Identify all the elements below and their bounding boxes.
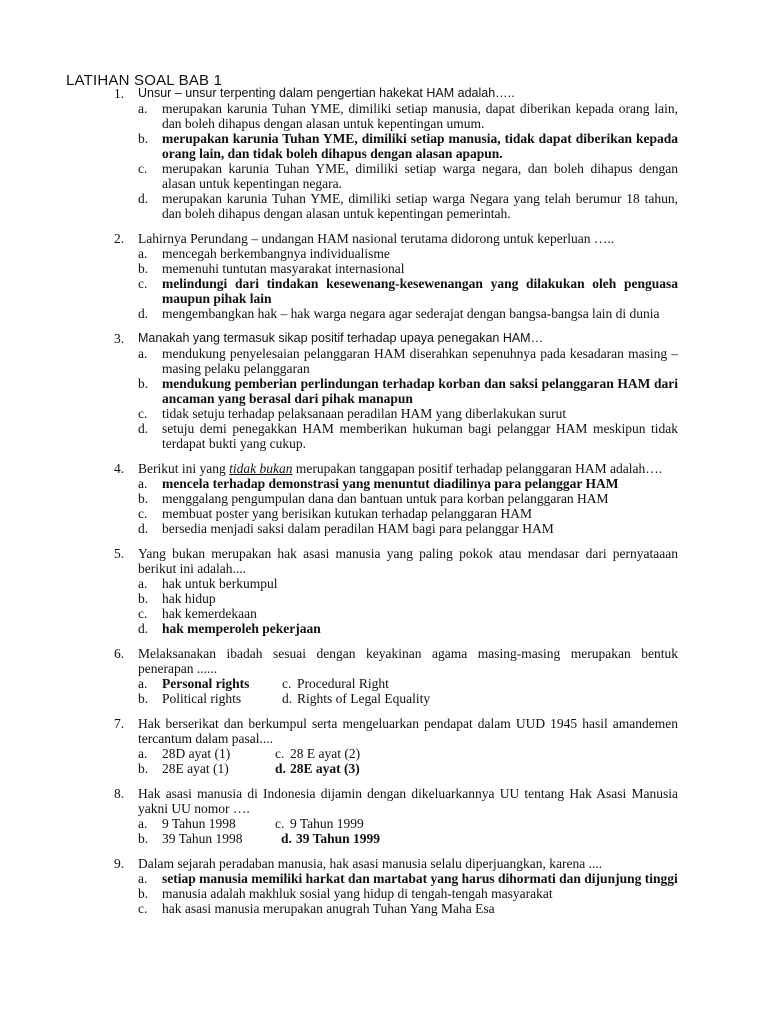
question-text: Hak berserikat dan berkumpul serta mengeluarkan pendapat dalam UUD 1945 hasil amandemen tercantum dalam pasal.... <box>138 716 678 746</box>
option-text: manusia adalah makhluk sosial yang hidup di tengah-tengah masyarakat <box>162 886 553 901</box>
option-row <box>0 761 768 776</box>
answer-option <box>0 506 768 521</box>
option-letter: a. <box>138 816 148 831</box>
answer-option <box>0 521 768 536</box>
answer-option <box>0 101 768 131</box>
question-item <box>0 786 768 846</box>
option-text: merupakan karunia Tuhan YME, dimiliki setiap warga Negara yang telah berumur 18 tahun, dan boleh dihapus dengan alasan untuk kepentingan pemerintah. <box>162 191 678 221</box>
option-letter: c. <box>138 406 148 421</box>
question-text: Hak asasi manusia di Indonesia dijamin dengan dikeluarkannya UU tentang Hak Asasi Manusia yakni UU nomor …. <box>138 786 678 816</box>
option-text: 9 Tahun 1999 <box>290 816 364 831</box>
option-text: hak asasi manusia merupakan anugrah Tuhan Yang Maha Esa <box>162 901 495 916</box>
question-number: 2. <box>114 231 125 246</box>
option-letter: c. <box>138 506 148 521</box>
option-text: Procedural Right <box>297 676 389 691</box>
option-list <box>0 246 768 321</box>
answer-option <box>0 131 768 161</box>
option-letter: d. <box>138 521 149 536</box>
question-number: 8. <box>114 786 125 801</box>
answer-option <box>0 606 768 621</box>
option-letter: c. <box>275 746 285 761</box>
option-text: 9 Tahun 1998 <box>162 816 236 831</box>
option-letter: c. <box>138 606 148 621</box>
answer-option <box>0 346 768 376</box>
option-letter: a. <box>138 676 148 691</box>
option-letter: a. <box>138 871 148 886</box>
option-letter: d. <box>282 691 293 706</box>
question-item <box>0 86 768 221</box>
answer-option <box>0 591 768 606</box>
option-letter: d. <box>138 621 149 636</box>
answer-option <box>0 421 768 451</box>
option-text: tidak setuju terhadap pelaksanaan peradilan HAM yang diberlakukan surut <box>162 406 567 421</box>
question-item <box>0 716 768 776</box>
option-letter: b. <box>138 491 149 506</box>
option-letter: d. <box>138 306 149 321</box>
option-letter: a. <box>138 101 148 116</box>
option-text: hak memperoleh pekerjaan <box>162 621 321 636</box>
option-letter: c. <box>275 816 285 831</box>
option-text: mengembangkan hak – hak warga negara agar sederajat dengan bangsa-bangsa lain di dunia <box>162 306 660 321</box>
option-row <box>0 676 768 691</box>
option-letter: c. <box>138 276 148 291</box>
answer-option <box>0 886 768 901</box>
option-text: merupakan karunia Tuhan YME, dimiliki setiap warga negara, dan boleh dihapus dengan alasan untuk kepentingan negara. <box>162 161 678 191</box>
question-text: Melaksanakan ibadah sesuai dengan keyakinan agama masing-masing merupakan bentuk penerapan ...... <box>138 646 678 676</box>
option-letter: c. <box>138 901 148 916</box>
question-item <box>0 856 768 916</box>
question-text: Yang bukan merupakan hak asasi manusia yang paling pokok atau mendasar dari pernyataaan berikut ini adalah.... <box>138 546 678 576</box>
option-text: membuat poster yang berisikan kutukan terhadap pelanggaran HAM <box>162 506 533 521</box>
question-number: 1. <box>114 86 125 101</box>
option-text: mencela terhadap demonstrasi yang menuntut diadilinya para pelanggar HAM <box>162 476 619 491</box>
option-text: Rights of Legal Equality <box>297 691 431 706</box>
option-text: 28D ayat (1) <box>162 746 231 761</box>
option-letter: c. <box>138 161 148 176</box>
option-text: melindungi dari tindakan kesewenang-kesewenangan yang dilakukan oleh penguasa maupun pihak lain <box>162 276 678 306</box>
document-title: LATIHAN SOAL BAB 1 <box>66 72 223 89</box>
option-row <box>0 746 768 761</box>
option-text: 39 Tahun 1998 <box>162 831 243 846</box>
question-number: 9. <box>114 856 125 871</box>
option-letter: b. <box>138 261 149 276</box>
option-list <box>0 346 768 451</box>
option-letter: b. <box>138 831 149 846</box>
option-letter: d. <box>275 761 286 776</box>
question-number: 5. <box>114 546 125 561</box>
question-item <box>0 331 768 451</box>
answer-option <box>0 376 768 406</box>
option-letter: a. <box>138 246 148 261</box>
option-text: mendukung pemberian perlindungan terhadap korban dan saksi pelanggaran HAM dari ancaman yang berasal dari pihak manapun <box>162 376 678 406</box>
answer-option <box>0 491 768 506</box>
answer-option <box>0 871 768 886</box>
question-number: 3. <box>114 331 125 346</box>
option-text: merupakan karunia Tuhan YME, dimiliki setiap manusia, tidak dapat diberikan kepada orang lain, dan tidak boleh dihapus dengan alasan apapun. <box>162 131 678 161</box>
question-item <box>0 546 768 636</box>
question-list <box>0 86 768 926</box>
option-list <box>0 871 768 916</box>
question-item <box>0 461 768 536</box>
answer-option <box>0 161 768 191</box>
option-letter: d. <box>138 421 149 436</box>
option-list <box>0 476 768 536</box>
option-text: memenuhi tuntutan masyarakat internasional <box>162 261 405 276</box>
option-row <box>0 691 768 706</box>
option-text: Political rights <box>162 691 242 706</box>
answer-option <box>0 306 768 321</box>
question-text: Dalam sejarah peradaban manusia, hak asasi manusia selalu diperjuangkan, karena .... <box>138 856 603 871</box>
option-text: hak kemerdekaan <box>162 606 257 621</box>
option-row <box>0 816 768 831</box>
option-letter: b. <box>138 691 149 706</box>
emphasized-text: tidak bukan <box>229 461 293 476</box>
option-letter: b. <box>138 886 149 901</box>
option-letter: b. <box>138 761 149 776</box>
answer-option <box>0 261 768 276</box>
question-number: 4. <box>114 461 125 476</box>
answer-option <box>0 246 768 261</box>
option-letter: b. <box>138 591 149 606</box>
answer-option <box>0 901 768 916</box>
question-text: Berikut ini yang tidak bukan merupakan tanggapan positif terhadap pelanggaran HAM adalah…. <box>138 461 663 476</box>
option-text: bersedia menjadi saksi dalam peradilan HAM bagi para pelanggar HAM <box>162 521 554 536</box>
option-row <box>0 831 768 846</box>
option-text: 28E ayat (3) <box>290 761 360 776</box>
option-letter: a. <box>138 476 148 491</box>
answer-option <box>0 276 768 306</box>
option-text: setiap manusia memiliki harkat dan martabat yang harus dihormati dan dijunjung tinggi <box>162 871 678 886</box>
option-letter: a. <box>138 346 148 361</box>
option-text: merupakan karunia Tuhan YME, dimiliki setiap manusia, dapat diberikan kepada orang lain, dan boleh dihapus dengan alasan untuk kepentingan umum. <box>162 101 678 131</box>
option-letter: b. <box>138 376 149 391</box>
option-letter: a. <box>138 746 148 761</box>
option-letter: a. <box>138 576 148 591</box>
option-letter: d. <box>138 191 149 206</box>
answer-option <box>0 191 768 221</box>
option-list <box>0 101 768 221</box>
answer-option <box>0 406 768 421</box>
answer-option <box>0 476 768 491</box>
option-text: hak untuk berkumpul <box>162 576 278 591</box>
option-text: Personal rights <box>162 676 250 691</box>
question-text: Unsur – unsur terpenting dalam pengertian hakekat HAM adalah….. <box>138 86 515 100</box>
question-number: 7. <box>114 716 125 731</box>
question-item <box>0 646 768 706</box>
option-text: menggalang pengumpulan dana dan bantuan untuk para korban pelanggaran HAM <box>162 491 609 506</box>
option-text: 28 E ayat (2) <box>290 746 361 761</box>
question-number: 6. <box>114 646 125 661</box>
option-letter: c. <box>282 676 292 691</box>
option-list <box>0 576 768 636</box>
option-text: setuju demi penegakkan HAM memberikan hukuman bagi pelanggar HAM meskipun tidak terdapat bukti yang cukup. <box>162 421 678 451</box>
option-text: hak hidup <box>162 591 216 606</box>
option-text: 39 Tahun 1999 <box>296 831 381 846</box>
option-letter: d. <box>281 831 292 846</box>
question-text: Manakah yang termasuk sikap positif terhadap upaya penegakan HAM… <box>138 331 544 345</box>
option-text: mencegah berkembangnya individualisme <box>162 246 390 261</box>
option-text: mendukung penyelesaian pelanggaran HAM diserahkan sepenuhnya pada kesadaran masing – masing pelaku pelanggaran <box>162 346 678 376</box>
question-text: Lahirnya Perundang – undangan HAM nasional terutama didorong untuk keperluan ….. <box>138 231 615 246</box>
option-text: 28E ayat (1) <box>162 761 229 776</box>
question-item <box>0 231 768 321</box>
answer-option <box>0 621 768 636</box>
option-letter: b. <box>138 131 149 146</box>
answer-option <box>0 576 768 591</box>
